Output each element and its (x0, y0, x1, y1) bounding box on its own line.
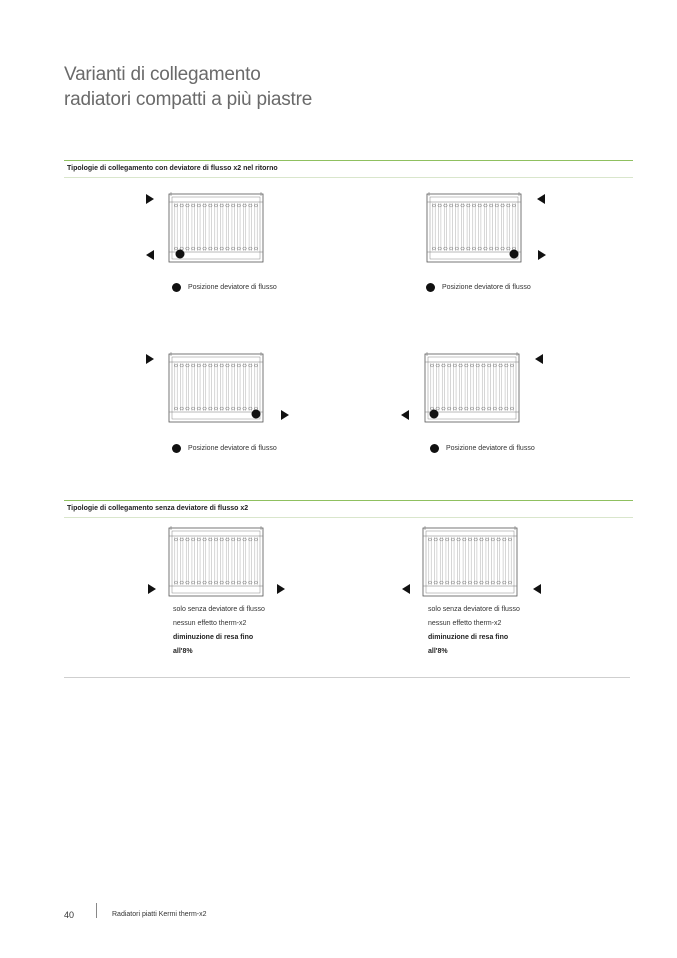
note-line: solo senza deviatore di flusso (173, 606, 265, 613)
note-line: nessun effetto therm-x2 (428, 620, 502, 627)
note-line-bold: diminuzione di resa fino (428, 634, 509, 641)
legend-item (188, 444, 277, 454)
flow-diverter-marker-icon (430, 444, 439, 453)
flow-diverter-marker-icon (172, 283, 181, 292)
page-title-line2: radiatori compatti a più piastre (64, 89, 313, 110)
flow-in-arrow (402, 584, 410, 594)
page-number: 40 (64, 910, 75, 920)
section-divider (64, 677, 630, 678)
radiator-drawing (424, 352, 520, 424)
radiator-drawing (168, 526, 264, 598)
flow-in-arrow (146, 194, 154, 204)
radiator-diagram (422, 526, 518, 598)
flow-out-arrow (538, 250, 546, 260)
note-line-bold: all'8% (173, 648, 193, 655)
note-line-bold: all'8% (428, 648, 448, 655)
connection-note (428, 603, 558, 659)
legend-item (442, 283, 531, 293)
flow-diverter-marker-icon (172, 444, 181, 453)
section1-heading: Tipologie di collegamento con deviatore di flusso x2 nel ritorno (64, 160, 633, 178)
radiator-drawing (422, 526, 518, 598)
legend-label: Posizione deviatore di flusso (442, 284, 531, 291)
flow-out-arrow (281, 410, 289, 420)
radiator-diagram (168, 192, 264, 264)
flow-diverter-marker-icon (252, 410, 261, 419)
flow-diverter-marker-icon (176, 250, 185, 259)
legend-item (188, 283, 277, 293)
flow-in-arrow (146, 354, 154, 364)
flow-out-arrow (401, 410, 409, 420)
radiator-drawing (426, 192, 522, 264)
footer-text: Radiatori piatti Kermi therm-x2 (112, 911, 207, 918)
flow-in-arrow (537, 194, 545, 204)
note-line: solo senza deviatore di flusso (428, 606, 520, 613)
radiator-diagram (424, 352, 520, 424)
connection-note (173, 603, 303, 659)
flow-diverter-marker-icon (430, 410, 439, 419)
flow-diverter-marker-icon (426, 283, 435, 292)
footer-separator (96, 903, 97, 918)
legend-item (446, 444, 535, 454)
note-line-bold: diminuzione di resa fino (173, 634, 254, 641)
flow-diverter-marker-icon (510, 250, 519, 259)
legend-label: Posizione deviatore di flusso (188, 445, 277, 452)
radiator-diagram (168, 526, 264, 598)
legend-label: Posizione deviatore di flusso (446, 445, 535, 452)
flow-out-arrow (533, 584, 541, 594)
note-line: nessun effetto therm-x2 (173, 620, 247, 627)
flow-out-arrow (277, 584, 285, 594)
radiator-drawing (168, 192, 264, 264)
section2-heading: Tipologie di collegamento senza deviatore di flusso x2 (64, 500, 633, 518)
radiator-diagram (426, 192, 522, 264)
legend-label: Posizione deviatore di flusso (188, 284, 277, 291)
page-title (64, 62, 312, 112)
flow-in-arrow (535, 354, 543, 364)
flow-in-arrow (148, 584, 156, 594)
page-title-line1: Varianti di collegamento (64, 64, 261, 85)
radiator-drawing (168, 352, 264, 424)
radiator-diagram (168, 352, 264, 424)
flow-out-arrow (146, 250, 154, 260)
